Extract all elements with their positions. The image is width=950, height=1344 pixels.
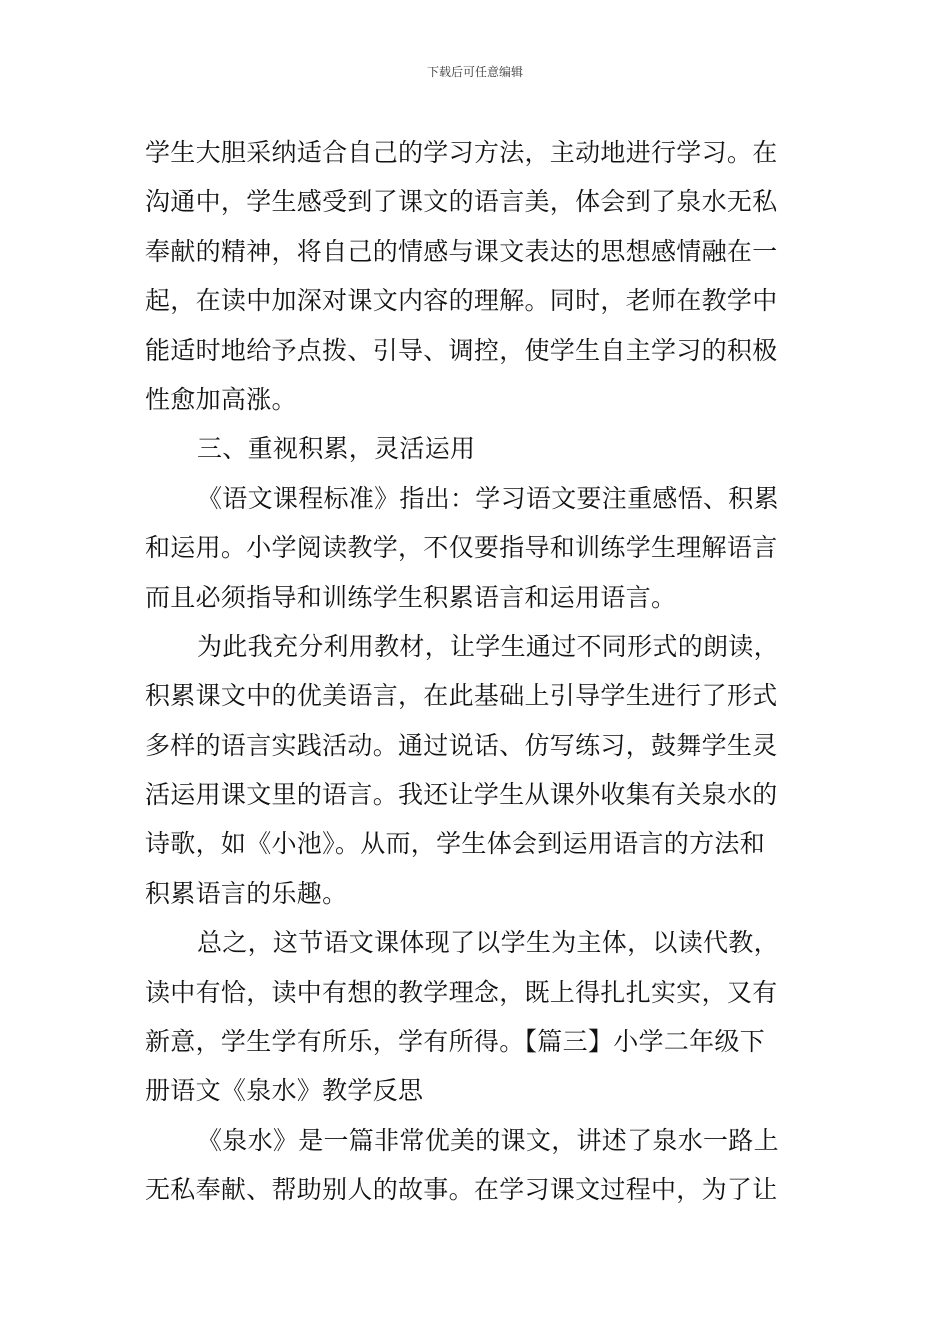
text-line: 奉献的精神，将自己的情感与课文表达的思想感情融在一	[145, 236, 778, 266]
text-line: 新意，学生学有所乐，学有所得。【篇三】小学二年级下	[145, 1027, 766, 1057]
document-body	[145, 128, 807, 1215]
page-header: 下载后可任意编辑	[426, 65, 523, 79]
text-line: 积累语言的乐趣。	[145, 878, 348, 908]
text-line: 诗歌，如《小池》。从而，学生体会到运用语言的方法和	[145, 829, 766, 859]
text-line: 三、重视积累，灵活运用	[197, 434, 476, 464]
text-line: 无私奉献、帮助别人的故事。在学习课文过程中，为了让	[145, 1175, 778, 1205]
text-line: 起，在读中加深对课文内容的理解。同时，老师在教学中	[145, 286, 778, 316]
text-line: 和运用。小学阅读教学，不仅要指导和训练学生理解语言	[145, 533, 778, 563]
text-line: 活运用课文里的语言。我还让学生从课外收集有关泉水的	[145, 780, 778, 810]
text-line: 《语文课程标准》指出：学习语文要注重感悟、积累	[197, 483, 779, 513]
text-line: 《泉水》是一篇非常优美的课文，讲述了泉水一路上	[197, 1125, 779, 1155]
text-line: 册语文《泉水》教学反思	[145, 1076, 424, 1106]
text-line: 积累课文中的优美语言，在此基础上引导学生进行了形式	[145, 681, 778, 711]
text-line: 学生大胆采纳适合自己的学习方法，主动地进行学习。在	[145, 138, 778, 167]
text-line: 性愈加高涨。	[145, 384, 297, 414]
text-line: 总之，这节语文课体现了以学生为主体，以读代教，	[197, 928, 779, 958]
text-line: 多样的语言实践活动。通过说话、仿写练习，鼓舞学生灵	[145, 730, 778, 760]
text-line: 而且必须指导和训练学生积累语言和运用语言。	[145, 582, 677, 612]
text-line: 读中有恰，读中有想的教学理念，既上得扎扎实实，又有	[145, 977, 778, 1007]
text-line: 能适时地给予点拨、引导、调控，使学生自主学习的积极	[145, 335, 778, 365]
text-line: 沟通中，学生感受到了课文的语言美，体会到了泉水无私	[145, 187, 778, 217]
text-line: 为此我充分利用教材，让学生通过不同形式的朗读，	[197, 631, 779, 661]
